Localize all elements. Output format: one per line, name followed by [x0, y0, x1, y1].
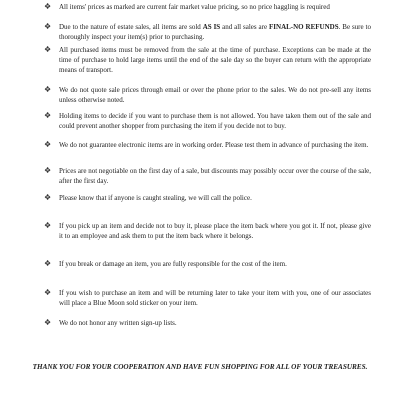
- diamond-bullet-icon: ❖: [44, 288, 52, 297]
- diamond-bullet-icon: ❖: [44, 166, 52, 175]
- policy-text: Prices are not negotiable on the first day of a sale, but discounts may possibly occur over the course of the sale, after the first day.: [59, 167, 371, 185]
- diamond-bullet-icon: ❖: [44, 22, 52, 31]
- diamond-bullet-icon: ❖: [44, 85, 52, 94]
- diamond-bullet-icon: ❖: [44, 2, 52, 11]
- policy-text: Holding items to decide if you want to purchase them is not allowed. You have taken them out of the sale and could prevent another shopper from purchasing the item if you decide not to buy.: [59, 112, 371, 130]
- policy-text: If you wish to purchase an item and will be returning later to take your item with you, one of our associates will place a Blue Moon sold sticker on your item.: [59, 289, 371, 307]
- policy-text: We do not honor any written sign-up lists.: [59, 319, 177, 327]
- policy-text: We do not guarantee electronic items are in working order. Please test them in advance of purchasing the item.: [59, 141, 369, 149]
- policy-text: All purchased items must be removed from the sale at the time of purchase. Exceptions can be made at the time of purchase to hold large items until the end of the sale day so the buyer can return with the appropriate means of transport.: [59, 46, 371, 74]
- diamond-bullet-icon: ❖: [44, 45, 52, 54]
- diamond-bullet-icon: ❖: [44, 140, 52, 149]
- policy-text: All items' prices as marked are current fair market value pricing, so no price haggling is required: [59, 3, 330, 11]
- policy-text: Please know that if anyone is caught stealing, we will call the police.: [59, 194, 252, 202]
- diamond-bullet-icon: ❖: [44, 111, 52, 120]
- closing-message: THANK YOU FOR YOUR COOPERATION AND HAVE FUN SHOPPING FOR ALL OF YOUR TREASURES.: [32, 363, 368, 371]
- policy-text: If you pick up an item and decide not to buy it, please place the item back where you got it. If not, please give it to an employee and ask them to put the item back where it belongs.: [59, 222, 371, 240]
- diamond-bullet-icon: ❖: [44, 193, 52, 202]
- policy-text: We do not quote sale prices through email or over the phone prior to the sales. We do not pre-sell any items unless otherwise noted.: [59, 86, 371, 104]
- policy-text: If you break or damage an item, you are fully responsible for the cost of the item.: [59, 260, 287, 268]
- policy-text: Due to the nature of estate sales, all items are sold AS IS and all sales are FINAL-NO REFUNDS. Be sure to thoroughly inspect your item(s) prior to purchasing.: [59, 23, 371, 41]
- diamond-bullet-icon: ❖: [44, 318, 52, 327]
- diamond-bullet-icon: ❖: [44, 259, 52, 268]
- diamond-bullet-icon: ❖: [44, 221, 52, 230]
